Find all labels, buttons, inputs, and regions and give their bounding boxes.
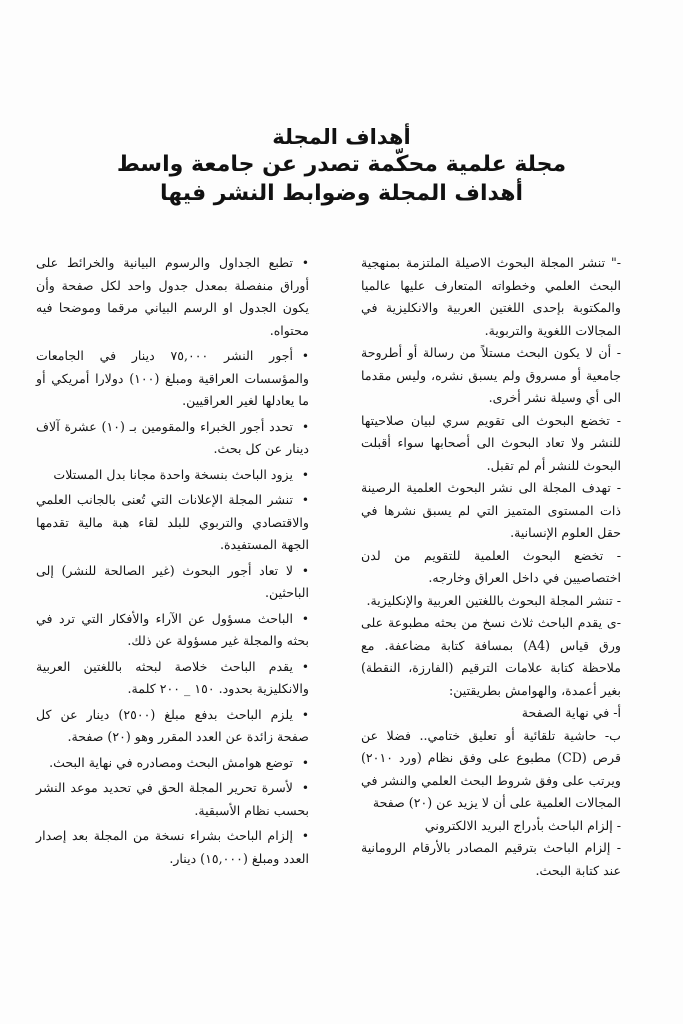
right-column bbox=[361, 252, 621, 882]
list-item: •إلزام الباحث بشراء نسخة من المجلة بعد إصدار العدد ومبلغ (١٥,٠٠٠) دينار. bbox=[36, 825, 309, 870]
bullet-icon: • bbox=[301, 707, 309, 722]
bullet-icon: • bbox=[301, 659, 309, 674]
journal-subtitle: مجلة علمية محكّمة تصدر عن جامعة واسط bbox=[116, 152, 567, 178]
list-item: •تنشر المجلة الإعلانات التي تُعنى بالجانب العلمي والاقتصادي والتربوي للبلد لقاء هبة مالية تقدمها الجهة المستفيدة. bbox=[36, 489, 309, 557]
list-item: •تطبع الجداول والرسوم البيانية والخرائط على أوراق منفصلة بمعدل جدول واحد لكل صفحة وأن يكون الجدول او الرسم البياني مرقما وموضحا فيه محتواه. bbox=[36, 252, 309, 342]
document-header bbox=[40, 124, 643, 208]
paragraph: -" تنشر المجلة البحوث الاصيلة الملتزمة بمنهجية البحث العلمي وخطواته المتعارف عليها عالميا والمكتوبة بإحدى اللغتين العربية والانكليزية في المجالات اللغوية والتربوية. bbox=[361, 255, 621, 338]
bullet-icon: • bbox=[301, 563, 309, 578]
bullet-icon: • bbox=[301, 611, 309, 626]
list-item: •الباحث مسؤول عن الآراء والأفكار التي ترد في بحثه والمجلة غير مسؤولة عن ذلك. bbox=[36, 608, 309, 653]
list-item: •يلزم الباحث بدفع مبلغ (٢٥٠٠) دينار عن كل صفحة زائدة عن العدد المقرر وهو (٢٠) صفحة. bbox=[36, 704, 309, 749]
paragraph: - تهدف المجلة الى نشر البحوث العلمية الرصينة ذات المستوى المتميز التي لم يسبق نشرها في حقل العلوم الإنسانية. bbox=[361, 480, 621, 540]
paragraph: - تخضع البحوث العلمية للتقويم من لدن اختصاصيين في داخل العراق وخارجه. bbox=[361, 547, 621, 585]
list-item: •يقدم الباحث خلاصة لبحثه باللغتين العربية والانكليزية بحدود. ١٥٠ _ ٢٠٠ كلمة. bbox=[36, 656, 309, 701]
bullet-icon: • bbox=[301, 781, 309, 795]
list-item: •لأسرة تحرير المجلة الحق في تحديد موعد النشر بحسب نظام الأسبقية. bbox=[36, 777, 309, 822]
bullet-icon: • bbox=[301, 493, 309, 507]
rules-list bbox=[36, 252, 309, 870]
bullet-icon: • bbox=[301, 349, 309, 363]
bullet-icon: • bbox=[301, 256, 309, 270]
list-item: •توضع هوامش البحث ومصادره في نهاية البحث. bbox=[36, 752, 309, 775]
paragraph: - إلزام الباحث بترقيم المصادر بالأرقام الرومانية عند كتابة البحث. bbox=[361, 840, 621, 878]
list-item: •يزود الباحث بنسخة واحدة مجانا بدل المستلات bbox=[36, 464, 309, 487]
paragraph: -ى يقدم الباحث ثلاث نسخ من بحثه مطبوعة على ورق قياس (A4) بمسافة كتابة مضاعفة. مع ملاحظة كتابة علامات الترقيم (الفارزة، النقطة) بغير أعمدة، والهوامش بطريقتين: bbox=[361, 615, 621, 698]
paragraph: - أن لا يكون البحث مستلاً من رسالة أو أطروحة جامعية أو مسروق ولم يسبق نشره، وليس مقدما الى أي وسيلة نشر أخرى. bbox=[361, 345, 621, 405]
bullet-icon: • bbox=[301, 419, 310, 434]
list-item: •أجور النشر ٧٥,٠٠٠ دينار في الجامعات والمؤسسات العراقية ومبلغ (١٠٠) دولارا أمريكي أو ما يعادلها لغير العراقيين. bbox=[36, 345, 309, 413]
left-column bbox=[36, 252, 309, 873]
list-item: •لا تعاد أجور البحوث (غير الصالحة للنشر) إلى الباحثين. bbox=[36, 560, 309, 605]
paragraph: - تنشر المجلة البحوث باللغتين العربية والإنكليزية. bbox=[366, 592, 621, 608]
paragraph: - تخضع البحوث الى تقويم سري لبيان صلاحيتها للنشر ولا تعاد البحوث الى أصحابها سواء أقبلت البحوث للنشر أم لم تقبل. bbox=[361, 412, 621, 473]
paragraph: ب- حاشية تلقائية أو تعليق ختامي.. فضلا عن قرص (CD) مطبوع على وفق نظام (ورد ٢٠١٠) ويرتب على وفق شروط البحث العلمي والنشر في المجالات العلمية على أن لا يزيد عن (٢٠) صفحة bbox=[361, 727, 621, 810]
bullet-icon: • bbox=[301, 755, 309, 770]
bullet-icon: • bbox=[301, 829, 309, 843]
section-heading: أهداف المجلة وضوابط النشر فيها bbox=[159, 180, 524, 206]
page-title: أهداف المجلة bbox=[272, 125, 411, 149]
paragraph: - إلزام الباحث بأدراج البريد الالكتروني bbox=[424, 817, 621, 833]
bullet-icon: • bbox=[301, 467, 309, 482]
list-item: •تحدد أجور الخبراء والمقومين بـ (١٠) عشرة آلاف دينار عن كل بحث. bbox=[36, 416, 309, 461]
paragraph: أ- في نهاية الصفحة bbox=[521, 705, 621, 720]
